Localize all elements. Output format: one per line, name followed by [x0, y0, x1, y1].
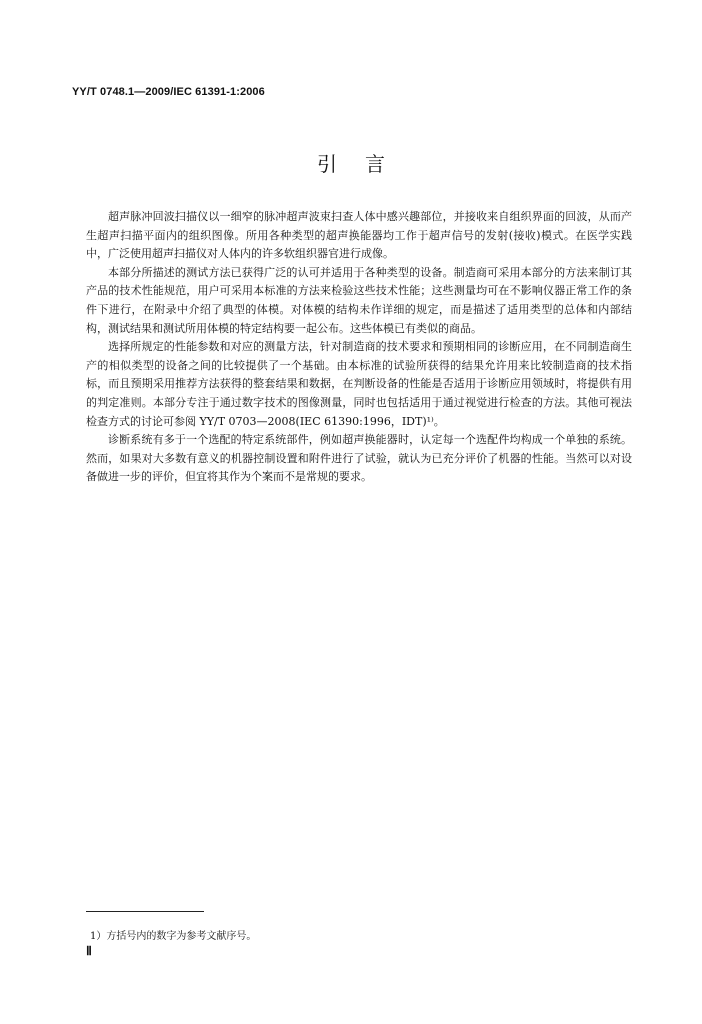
- paragraph-3: 选择所规定的性能参数和对应的测量方法，针对制造商的技术要求和预期相同的诊断应用，在不同制造商生产的相似类型的设备之间的比较提供了一个基础。由本标准的试验所获得的结果允许用来比较制造商的技术指标，而且预期采用推荐方法获得的整套结果和数据，在判断设备的性能是否适用于诊断应用领域时，将提供有用的判定准则。本部分专注于通过数字技术的图像测量，同时也包括适用于通过视觉进行检查的方法。其他可视法检查方式的讨论可参阅 YY/T 0703—2008(IEC 61390:1996，IDT)¹⁾。: [86, 340, 632, 428]
- footnote: 1）方括号内的数字为参考文献序号。: [90, 931, 257, 942]
- footnote-divider: [86, 911, 204, 912]
- paragraph-1: 超声脉冲回波扫描仪以一细窄的脉冲超声波束扫查人体中感兴趣部位，并接收来自组织界面的回波，从而产生超声扫描平面内的组织图像。所用各种类型的超声换能器均工作于超声信号的发射(接收)模式。在医学实践中，广泛使用超声扫描仪对人体内的许多软组织器官进行成像。: [86, 210, 632, 261]
- paragraph-4: 诊断系统有多于一个选配的特定系统部件，例如超声换能器时，认定每一个选配件均构成一个单独的系统。然而，如果对大多数有意义的机器控制设置和附件进行了试验，就认为已充分评价了机器的性能。当然可以对设备做进一步的评价，但宜将其作为个案而不是常规的要求。: [86, 433, 632, 484]
- page-title: 引言: [317, 152, 413, 176]
- paragraph-2: 本部分所描述的测试方法已获得广泛的认可并适用于各种类型的设备。制造商可采用本部分的方法来制订其产品的技术性能规范，用户可采用本标准的方法来检验这些技术性能；这些测量均可在不影响仪器正常工作的条件下进行，在附录中介绍了典型的体模。对体模的结构未作详细的规定，而是描述了适用类型的总体和内部结构，测试结果和测试所用体模的特定结构要一起公布。这些体模已有类似的商品。: [86, 265, 632, 335]
- introduction-body: [86, 208, 632, 487]
- page-number: Ⅱ: [86, 944, 92, 958]
- standard-header: YY/T 0748.1—2009/IEC 61391-1:2006: [72, 86, 265, 98]
